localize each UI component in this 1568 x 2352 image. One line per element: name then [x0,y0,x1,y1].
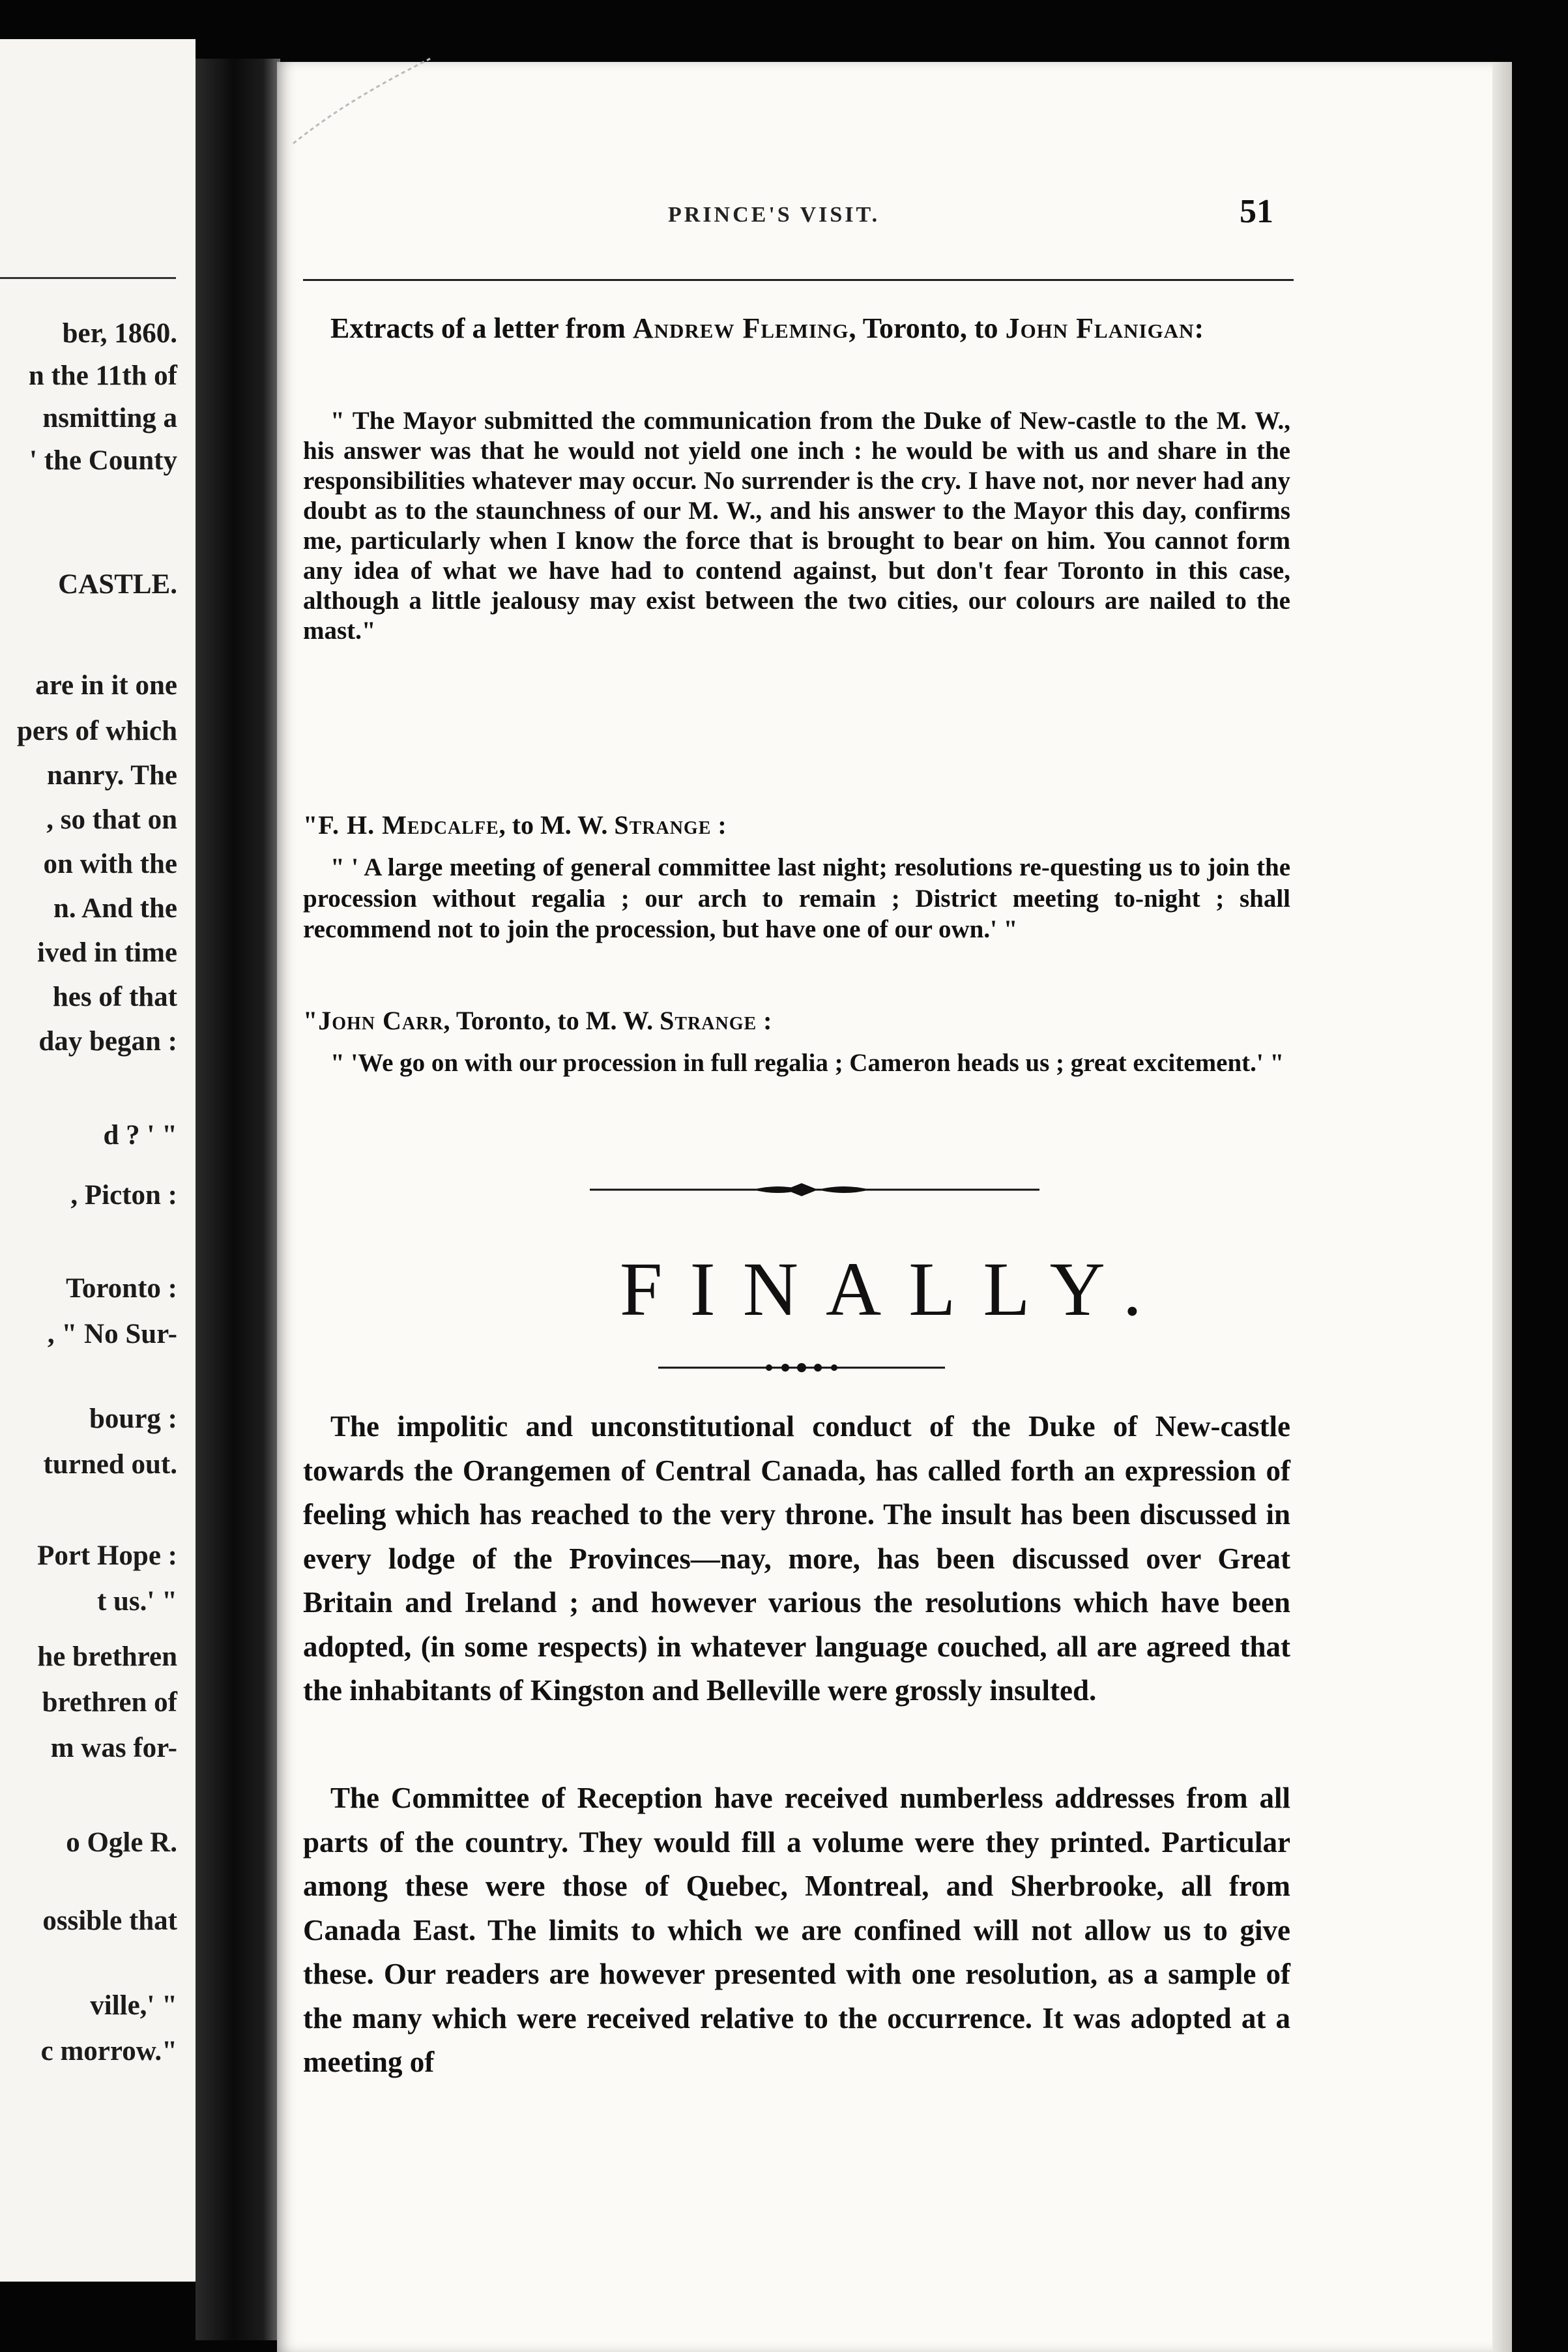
intro-prefix: Extracts of a letter from [330,312,633,344]
recipient-name: Strange [614,810,712,840]
facing-line: t us.' " [96,1586,177,1617]
telegram-quote-text: " 'We go on with our procession in full regalia ; Cameron heads us ; great excitement.' " [330,1049,1285,1077]
facing-line: Toronto : [66,1273,177,1304]
facing-page-rule [0,277,176,279]
facing-line: ossible that [42,1905,177,1936]
facing-line: brethren of [42,1687,177,1718]
paragraph-text: The Committee of Reception have received numberless addresses from all parts of the country. They would fill a volume were they printed. Particular among these were those of Quebec, Montreal, and Sherbrooke, all from Canada East. The limits to which we are confined will not allow us to give these. Our readers are however presented with one resolution, as a sample of the many which were received relative to the occurrence. It was adopted at a meeting of [303,1782,1290,2078]
facing-page [0,39,196,2282]
scan-scratch-mark [287,52,437,150]
ornamental-divider [590,1177,1039,1203]
book-gutter [196,59,280,2340]
facing-line: nsmitting a [42,403,177,434]
facing-line: turned out. [43,1449,177,1480]
facing-line: , " No Sur- [47,1319,177,1349]
intro-mid: , Toronto, to [849,312,1006,344]
facing-line: ville,' " [90,1990,177,2021]
telegram-medcalfe-attribution [303,808,1290,842]
facing-line: , Picton : [70,1180,177,1211]
sender-to: , to M. W. [499,810,615,840]
facing-line: bourg : [89,1404,177,1434]
facing-line: d ? ' " [103,1120,177,1151]
facing-line: ' the County [29,445,177,476]
letter-body-text: " The Mayor submitted the communication from the Duke of New-castle to the M. W., his answer was that he would not yield one inch : he would be with us and share in the responsibilities whatever may occur. No surrender is the cry. I have not, nor never had any doubt as to the staunchness of our M. W., and his answer to the Mayor this day, confirms me, particularly when I know the force that is brought to bear on him. You cannot form any idea of what we have had to contend against, but don't fear Toronto in this case, although a little jealousy may exist between the two cities, our colours are nailed to the mast." [303,407,1290,645]
paragraph-text: The impolitic and unconstitutional conduct of the Duke of New-castle towards the Orangemen of Central Canada, has called forth an expression of feeling which has reached to the very throne. The insult has been discussed in every lodge of the Provinces—nay, more, has been discussed over Great Britain and Ireland ; and however various the resolutions which have been adopted, (in some respects) in whatever language couched, all are agreed that the inhabitants of Kingston and Belleville were grossly insulted. [303,1410,1290,1707]
facing-line: n the 11th of [28,360,177,391]
facing-line: on with the [43,849,177,879]
recipient-name: John Flanigan [1005,312,1195,344]
facing-line: ived in time [37,937,177,968]
attribution-suffix: : [757,1006,772,1035]
facing-line: ber, 1860. [62,318,177,349]
facing-line: Port Hope : [37,1540,177,1571]
facing-line: hes of that [52,982,177,1012]
letter-quote [303,406,1290,646]
page-number: 51 [1240,193,1273,230]
telegram-medcalfe-quote [303,852,1290,945]
section-title: FINALLY. [619,1246,1170,1332]
book-page [277,62,1512,2352]
sender-name: "John Carr [303,1006,444,1035]
facing-line: c morrow." [40,2036,177,2066]
facing-line: , so that on [46,804,177,835]
body-paragraph [303,1405,1290,1713]
title-underline-ornament [658,1359,945,1376]
author-name: Andrew Fleming [632,312,849,344]
facing-line: m was for- [50,1733,177,1763]
facing-line: pers of which [16,716,177,746]
telegram-carr-attribution [303,1004,1290,1038]
facing-line: nanry. The [47,760,177,791]
body-paragraph [303,1776,1290,2085]
recipient-name: Strange [660,1006,757,1035]
facing-line: day began : [38,1026,177,1057]
header-rule [303,279,1294,281]
facing-line: CASTLE. [58,569,177,600]
facing-line: n. And the [53,893,177,924]
facing-line: are in it one [35,670,177,701]
page-edge [1492,62,1512,2352]
attribution-suffix: : [711,810,727,840]
running-head: PRINCE'S VISIT. [668,203,880,227]
telegram-quote-text: " ' A large meeting of general committee last night; resolutions re-questing us to join the procession without regalia ; our arch to remain ; District meeting to-night ; shall recommend not to join the procession, but have one of our own.' " [303,853,1290,944]
telegram-carr-quote [303,1048,1290,1079]
intro-suffix: : [1194,312,1204,344]
sender-to: , Toronto, to M. W. [443,1006,660,1035]
facing-line: he brethren [37,1641,177,1672]
facing-line: o Ogle R. [66,1827,177,1858]
letter-introduction [303,310,1290,347]
sender-name: "F. H. Medcalfe [303,810,499,840]
